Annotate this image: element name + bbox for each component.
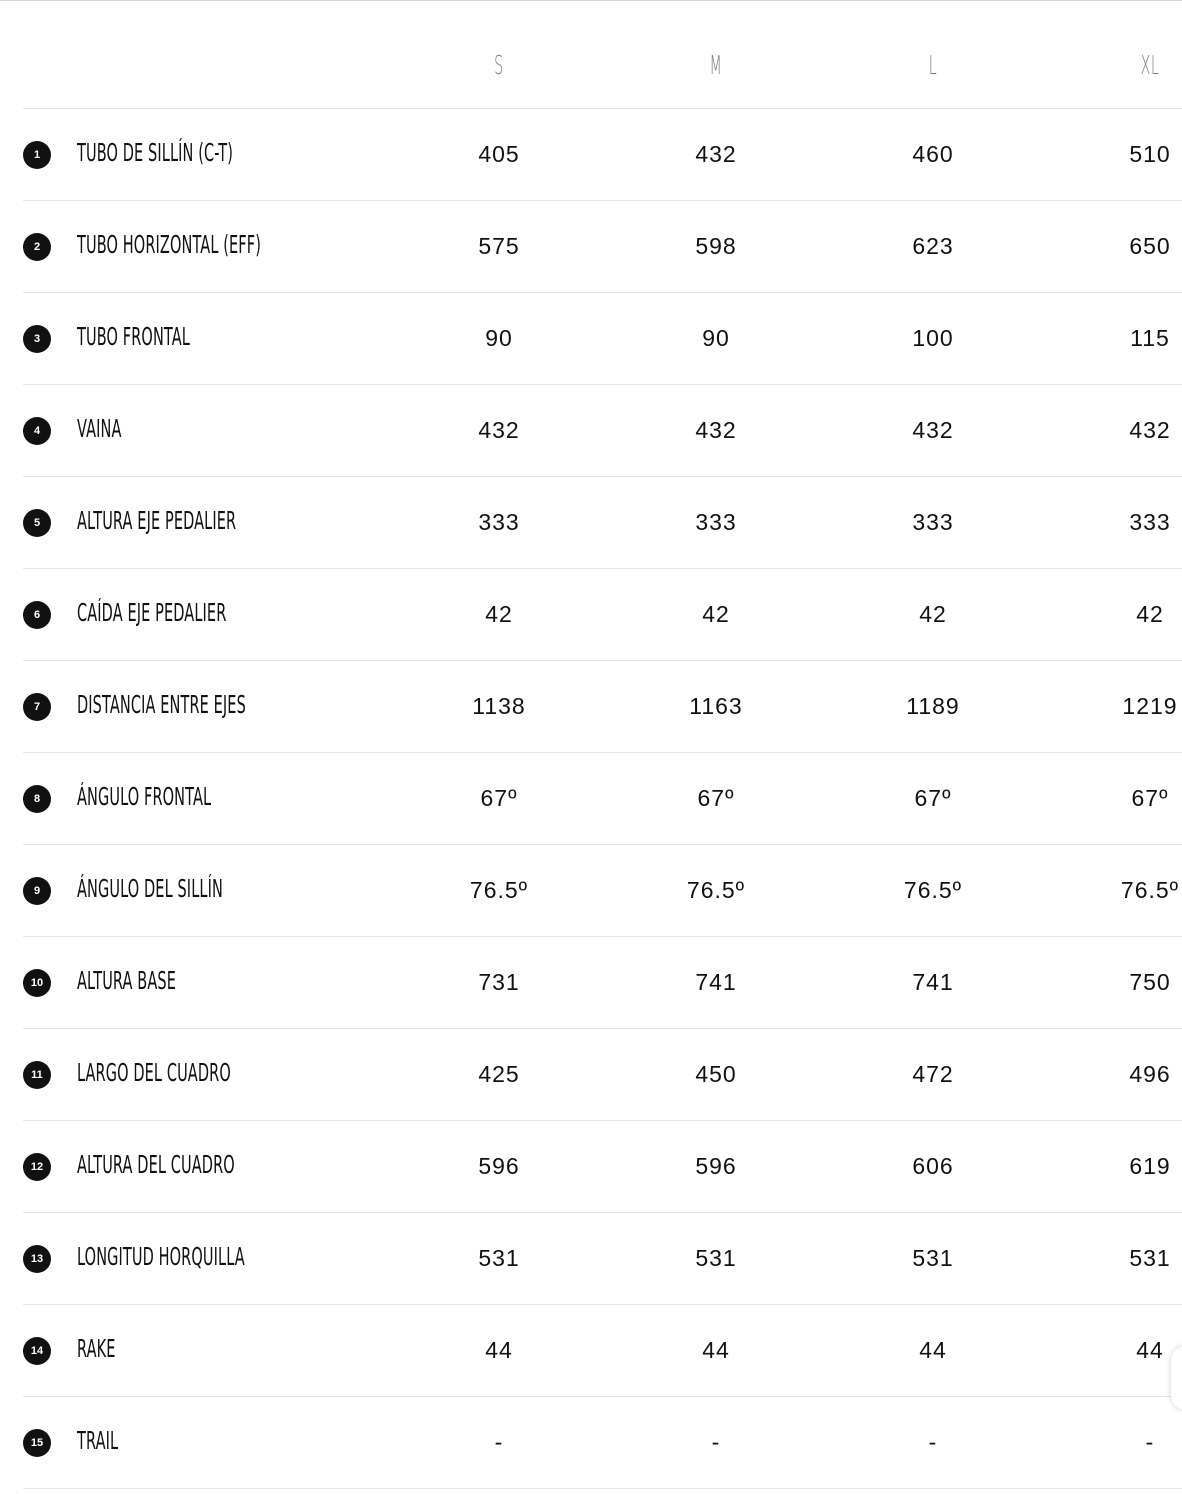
value-cell-m: 42	[702, 601, 730, 627]
value-cell-l: 460	[912, 141, 954, 167]
table-row	[23, 569, 1182, 661]
value-cell-m: 67º	[697, 785, 735, 811]
value-cell-xl: 76.5º	[1120, 877, 1180, 903]
value-cell-xl: 42	[1136, 601, 1164, 627]
value-cell-xl: 531	[1129, 1245, 1171, 1271]
table-row	[23, 1121, 1182, 1213]
row-number-badge: 8	[23, 785, 51, 813]
geometry-table	[23, 20, 1182, 1489]
value-cell-xl: 750	[1129, 969, 1171, 995]
value-cell-s: 425	[478, 1061, 520, 1087]
value-cell-s: 90	[485, 325, 513, 351]
value-cell-s: 67º	[480, 785, 518, 811]
table-row	[23, 477, 1182, 569]
row-number-badge: 15	[23, 1429, 51, 1457]
value-cell-xl: 67º	[1131, 785, 1169, 811]
row-number-badge: 7	[23, 693, 51, 721]
value-cell-xl: 619	[1129, 1153, 1171, 1179]
row-number-badge: 3	[23, 325, 51, 353]
table-row	[23, 293, 1182, 385]
table-header-row	[23, 20, 1182, 109]
value-cell-l: -	[928, 1429, 938, 1455]
table-row	[23, 845, 1182, 937]
value-cell-m: 90	[702, 325, 730, 351]
value-cell-m: 741	[695, 969, 737, 995]
row-number-badge: 9	[23, 877, 51, 905]
table-row	[23, 201, 1182, 293]
table-row	[23, 753, 1182, 845]
table-row	[23, 661, 1182, 753]
value-cell-m: 531	[695, 1245, 737, 1271]
row-number-badge: 11	[23, 1061, 51, 1089]
row-number-badge: 10	[23, 969, 51, 997]
value-cell-m: -	[711, 1429, 721, 1455]
value-cell-m: 596	[695, 1153, 737, 1179]
value-cell-l: 100	[912, 325, 954, 351]
row-label: ALTURA BASE	[77, 966, 176, 995]
value-cell-s: 44	[485, 1337, 513, 1363]
row-label: RAKE	[77, 1334, 116, 1363]
row-label: TUBO FRONTAL	[77, 322, 190, 351]
table-row	[23, 385, 1182, 477]
row-number-badge: 1	[23, 141, 51, 169]
value-cell-s: 333	[478, 509, 520, 535]
value-cell-l: 741	[912, 969, 954, 995]
top-divider	[0, 0, 1182, 1]
value-cell-s: 76.5º	[469, 877, 529, 903]
value-cell-m: 76.5º	[686, 877, 746, 903]
row-label: LONGITUD HORQUILLA	[77, 1242, 245, 1271]
value-cell-l: 472	[912, 1061, 954, 1087]
value-cell-m: 333	[695, 509, 737, 535]
value-cell-l: 42	[919, 601, 947, 627]
value-cell-s: 405	[478, 141, 520, 167]
row-label: DISTANCIA ENTRE EJES	[77, 690, 246, 719]
size-header-xl: XL	[1140, 51, 1160, 81]
value-cell-s: 42	[485, 601, 513, 627]
table-row	[23, 1305, 1182, 1397]
value-cell-s: 1138	[472, 693, 526, 719]
row-label: TRAIL	[77, 1426, 119, 1455]
value-cell-l: 44	[919, 1337, 947, 1363]
value-cell-m: 598	[695, 233, 737, 259]
value-cell-s: 575	[478, 233, 520, 259]
row-number-badge: 14	[23, 1337, 51, 1365]
table-row	[23, 109, 1182, 201]
value-cell-xl: 1219	[1122, 693, 1178, 719]
value-cell-s: 596	[478, 1153, 520, 1179]
value-cell-s: -	[494, 1429, 504, 1455]
row-label: TUBO DE SILLÍN (C-T)	[77, 138, 234, 167]
row-number-badge: 5	[23, 509, 51, 537]
value-cell-xl: 496	[1129, 1061, 1171, 1087]
size-header-l: L	[928, 51, 938, 81]
table-body	[23, 109, 1182, 1489]
value-cell-m: 432	[695, 417, 737, 443]
size-header-s: S	[494, 51, 504, 81]
value-cell-s: 432	[478, 417, 520, 443]
value-cell-xl: 432	[1129, 417, 1171, 443]
table-row	[23, 1029, 1182, 1121]
row-number-badge: 4	[23, 417, 51, 445]
table-row	[23, 1397, 1182, 1489]
size-header-m: M	[709, 51, 723, 81]
row-number-badge: 6	[23, 601, 51, 629]
row-number-badge: 12	[23, 1153, 51, 1181]
value-cell-m: 432	[695, 141, 737, 167]
value-cell-xl: -	[1145, 1429, 1155, 1455]
value-cell-l: 531	[912, 1245, 954, 1271]
value-cell-m: 44	[702, 1337, 730, 1363]
row-label: TUBO HORIZONTAL (EFF)	[77, 230, 261, 259]
value-cell-l: 623	[912, 233, 954, 259]
row-number-badge: 2	[23, 233, 51, 261]
value-cell-xl: 333	[1129, 509, 1171, 535]
value-cell-m: 1163	[689, 693, 743, 719]
value-cell-m: 450	[695, 1061, 737, 1087]
value-cell-l: 432	[912, 417, 954, 443]
row-label: LARGO DEL CUADRO	[77, 1058, 231, 1087]
row-label: CAÍDA EJE PEDALIER	[77, 598, 227, 627]
value-cell-xl: 650	[1129, 233, 1171, 259]
value-cell-xl: 115	[1130, 325, 1170, 351]
value-cell-s: 731	[478, 969, 520, 995]
row-label: ALTURA EJE PEDALIER	[77, 506, 237, 535]
row-number-badge: 13	[23, 1245, 51, 1273]
value-cell-xl: 510	[1129, 141, 1171, 167]
side-tab-handle[interactable]	[1171, 1346, 1182, 1410]
table-row	[23, 937, 1182, 1029]
row-label: ÁNGULO DEL SILLÍN	[77, 874, 223, 903]
value-cell-l: 333	[912, 509, 954, 535]
value-cell-s: 531	[478, 1245, 520, 1271]
row-label: ALTURA DEL CUADRO	[77, 1150, 235, 1179]
row-label: ÁNGULO FRONTAL	[77, 782, 212, 811]
value-cell-l: 606	[912, 1153, 954, 1179]
value-cell-l: 67º	[914, 785, 952, 811]
table-row	[23, 1213, 1182, 1305]
row-label: VAINA	[77, 414, 122, 443]
value-cell-xl: 44	[1136, 1337, 1164, 1363]
value-cell-l: 76.5º	[903, 877, 963, 903]
value-cell-l: 1189	[906, 693, 960, 719]
